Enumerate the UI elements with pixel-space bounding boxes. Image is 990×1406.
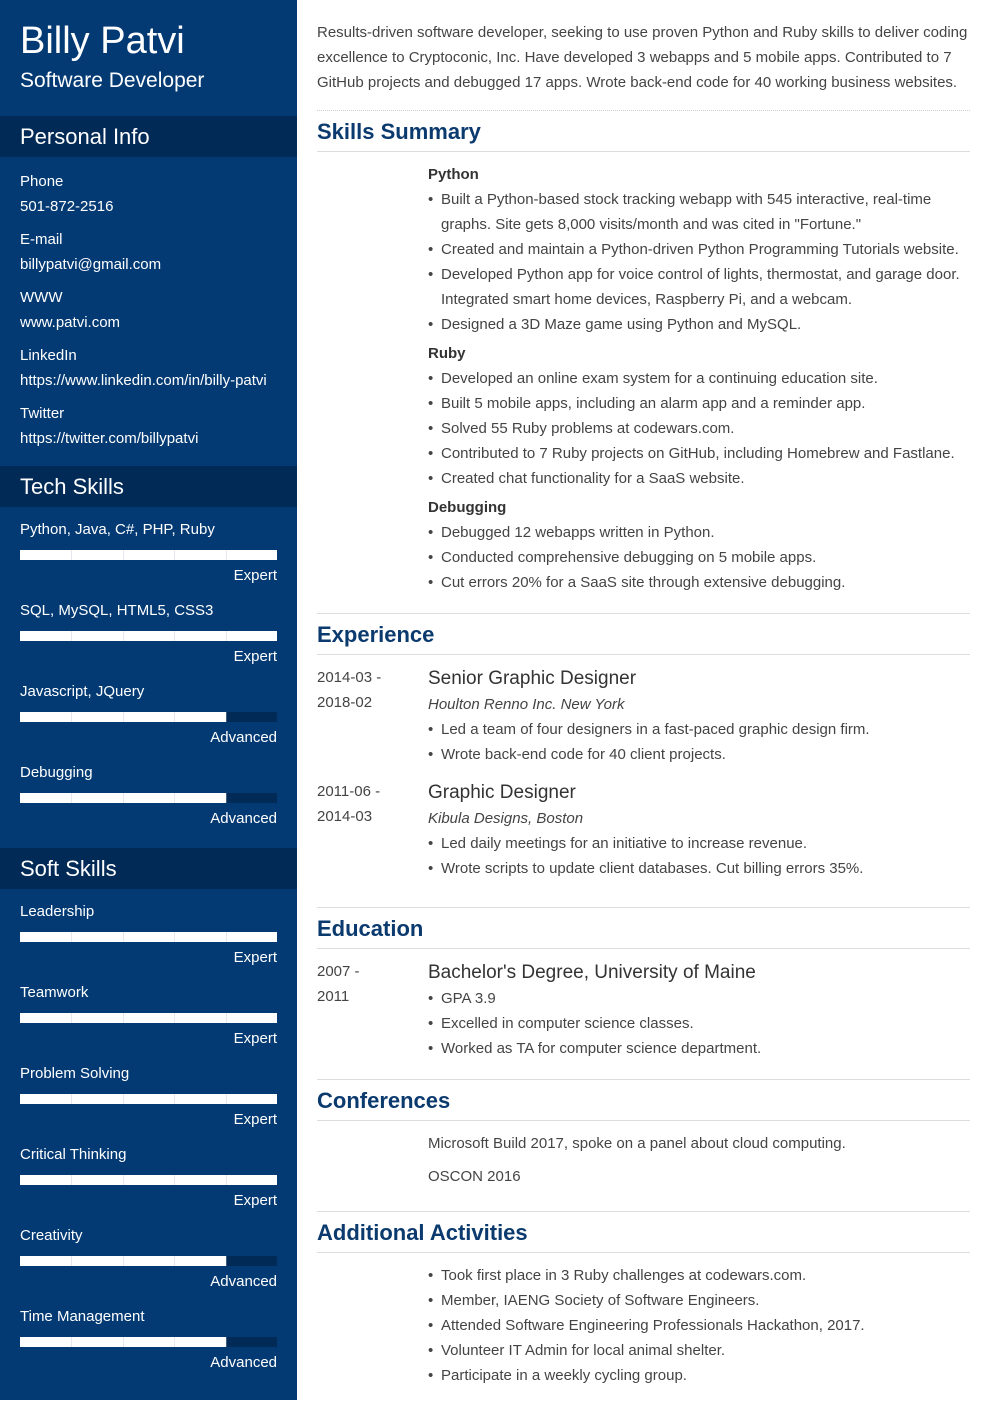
skill-bar-tick <box>174 1337 175 1347</box>
info-twitter <box>20 401 277 451</box>
skill-item <box>20 1306 277 1387</box>
bullet-item: • Led daily meetings for an initiative to increase revenue. <box>428 831 970 856</box>
degree-title: Bachelor's Degree, University of Maine <box>428 962 756 983</box>
skill-group-bullets <box>428 520 970 595</box>
bullet-item: • Participate in a weekly cycling group. <box>428 1363 970 1388</box>
bullet-item: • Volunteer IT Admin for local animal shelter. <box>428 1338 970 1363</box>
section-heading: Conferences <box>317 1080 970 1121</box>
bullet-item: • Led a team of four designers in a fast-paced graphic design firm. <box>428 717 970 742</box>
skill-bar-tick <box>123 1094 124 1104</box>
bullet-item: • Member, IAENG Society of Software Engineers. <box>428 1288 970 1313</box>
skill-item <box>20 1225 277 1306</box>
skill-bar-fill <box>20 932 277 942</box>
skills-summary-body <box>317 152 970 599</box>
job-entry <box>317 779 970 885</box>
skill-bar-tick <box>123 1175 124 1185</box>
skill-bar-fill <box>20 1094 277 1104</box>
bullet-item: • GPA 3.9 <box>428 986 970 1011</box>
skill-bar-tick <box>71 1013 72 1023</box>
skill-bar-tick <box>226 932 227 942</box>
skill-level: Advanced <box>210 1354 277 1371</box>
skill-item <box>20 982 277 1063</box>
skills-summary-section <box>317 111 970 614</box>
job-list <box>317 655 970 885</box>
skill-bar-fill <box>20 550 277 560</box>
date-start: 2014-03 - <box>317 669 382 686</box>
skill-bar-tick <box>226 1013 227 1023</box>
job-details <box>428 779 970 885</box>
job-title: Graphic Designer <box>428 782 576 803</box>
date-start: 2011-06 - <box>317 783 381 800</box>
activity-list <box>428 1263 970 1388</box>
skill-bar-tick <box>174 1013 175 1023</box>
spacer <box>317 1263 428 1392</box>
skill-bar-tick <box>123 1337 124 1347</box>
skill-group-title: Python <box>428 166 479 183</box>
skill-name: Debugging <box>20 764 93 781</box>
spacer <box>317 1131 428 1197</box>
education-bullets <box>428 986 970 1061</box>
skill-bar-tick <box>71 932 72 942</box>
main-content <box>317 0 970 1406</box>
skill-bar <box>20 1094 277 1104</box>
skill-name: Time Management <box>20 1308 145 1325</box>
section-heading: Additional Activities <box>317 1212 970 1253</box>
conferences-body <box>317 1121 970 1197</box>
skill-bar-tick <box>123 1256 124 1266</box>
skill-level: Advanced <box>210 729 277 746</box>
skill-name: Python, Java, C#, PHP, Ruby <box>20 521 215 538</box>
spacer <box>317 162 428 599</box>
skill-group-title: Ruby <box>428 345 466 362</box>
skill-bar-tick <box>71 1337 72 1347</box>
skill-group-bullets <box>428 187 970 337</box>
skill-bar-tick <box>123 793 124 803</box>
bullet-item: • Created and maintain a Python-driven Python Programming Tutorials website. <box>428 237 970 262</box>
skill-item <box>20 600 277 681</box>
info-phone <box>20 169 277 219</box>
bullet-item: • Cut errors 20% for a SaaS site through extensive debugging. <box>428 570 970 595</box>
bullet-item: • Attended Software Engineering Professionals Hackathon, 2017. <box>428 1313 970 1338</box>
bullet-item: • Wrote back-end code for 40 client projects. <box>428 742 970 767</box>
tech-skills-heading: Tech Skills <box>0 466 297 507</box>
skill-bar-tick <box>226 1175 227 1185</box>
skill-bar-fill <box>20 1175 277 1185</box>
skill-item <box>20 901 277 982</box>
skill-level: Advanced <box>210 1273 277 1290</box>
job-company: Kibula Designs, Boston <box>428 810 584 827</box>
personal-info-list <box>0 157 297 451</box>
skill-bar-fill <box>20 631 277 641</box>
skill-level: Advanced <box>210 810 277 827</box>
education-list <box>317 949 970 1065</box>
bullet-item: • Conducted comprehensive debugging on 5 mobile apps. <box>428 545 970 570</box>
skill-bar-tick <box>123 712 124 722</box>
bullet-item: • Built 5 mobile apps, including an alarm app and a reminder app. <box>428 391 970 416</box>
skill-bar-tick <box>226 1337 227 1347</box>
info-label: E-mail <box>20 231 63 248</box>
bullet-item: • Debugged 12 webapps written in Python. <box>428 520 970 545</box>
skill-name: Leadership <box>20 903 95 920</box>
skill-level: Expert <box>233 1111 277 1128</box>
skill-name: SQL, MySQL, HTML5, CSS3 <box>20 602 214 619</box>
skill-bar-tick <box>226 1256 227 1266</box>
date-end: 2011 <box>317 988 350 1005</box>
phone-value: 501-872-2516 <box>20 198 114 215</box>
skill-level: Expert <box>233 949 277 966</box>
info-label: Twitter <box>20 405 65 422</box>
skill-name: Creativity <box>20 1227 83 1244</box>
skill-bar-tick <box>71 631 72 641</box>
skill-bar-tick <box>123 932 124 942</box>
skill-bar-tick <box>174 550 175 560</box>
skill-bar-tick <box>174 631 175 641</box>
education-entry <box>317 959 970 1065</box>
skill-bar-tick <box>226 1094 227 1104</box>
bullet-item: • Contributed to 7 Ruby projects on GitHub, including Homebrew and Fastlane. <box>428 441 970 466</box>
skill-bar-tick <box>71 1256 72 1266</box>
job-bullets <box>428 717 970 767</box>
skill-bar-tick <box>71 1175 72 1185</box>
info-label: WWW <box>20 289 63 306</box>
skill-level: Expert <box>233 1030 277 1047</box>
skill-level: Expert <box>233 648 277 665</box>
section-heading: Experience <box>317 614 970 655</box>
info-email <box>20 227 277 277</box>
skill-bar-tick <box>123 631 124 641</box>
activities-body <box>317 1253 970 1392</box>
skill-bar-tick <box>174 932 175 942</box>
section-heading: Skills Summary <box>317 111 970 152</box>
skill-level: Expert <box>233 567 277 584</box>
skill-bar-tick <box>123 1013 124 1023</box>
job-details <box>428 665 970 771</box>
skill-bar-tick <box>71 793 72 803</box>
bullet-item: • Solved 55 Ruby problems at codewars.com. <box>428 416 970 441</box>
skill-name: Javascript, JQuery <box>20 683 145 700</box>
skill-bar-tick <box>174 1256 175 1266</box>
skill-bar-tick <box>71 1094 72 1104</box>
skill-bar-tick <box>226 631 227 641</box>
bullet-item: • Excelled in computer science classes. <box>428 1011 970 1036</box>
skill-bar <box>20 793 277 803</box>
conferences-section <box>317 1080 970 1212</box>
activities-section <box>317 1212 970 1406</box>
job-entry <box>317 665 970 771</box>
section-heading: Education <box>317 908 970 949</box>
bullet-item: • Took first place in 3 Ruby challenges at codewars.com. <box>428 1263 970 1288</box>
candidate-name: Billy Patvi <box>20 20 185 62</box>
personal-info-heading: Personal Info <box>0 116 297 157</box>
skill-bar <box>20 712 277 722</box>
sidebar <box>0 0 297 1400</box>
tech-skills-list <box>0 507 297 848</box>
skill-item <box>20 1144 277 1225</box>
conference-item: Microsoft Build 2017, spoke on a panel about cloud computing. <box>428 1135 846 1152</box>
skill-bar <box>20 550 277 560</box>
job-bullets <box>428 831 970 881</box>
skill-bar-tick <box>174 712 175 722</box>
experience-section <box>317 614 970 908</box>
date-start: 2007 - <box>317 963 360 980</box>
skill-item <box>20 519 277 600</box>
skill-item <box>20 1063 277 1144</box>
email-link[interactable]: billypatvi@gmail.com <box>20 256 162 273</box>
bullet-item: • Created chat functionality for a SaaS website. <box>428 466 970 491</box>
skill-bar-tick <box>174 793 175 803</box>
bullet-item: • Developed an online exam system for a continuing education site. <box>428 366 970 391</box>
skill-bar-tick <box>123 550 124 560</box>
skill-bar-tick <box>174 1094 175 1104</box>
bullet-item: • Wrote scripts to update client databases. Cut billing errors 35%. <box>428 856 970 881</box>
date-end: 2018-02 <box>317 694 373 711</box>
job-dates <box>317 779 428 885</box>
education-section <box>317 908 970 1080</box>
info-linkedin <box>20 343 277 393</box>
skill-bar-tick <box>226 793 227 803</box>
bullet-item: • Designed a 3D Maze game using Python and MySQL. <box>428 312 970 337</box>
skill-bar <box>20 1013 277 1023</box>
activities-column <box>428 1263 970 1392</box>
soft-skills-list <box>0 889 297 1392</box>
skill-name: Problem Solving <box>20 1065 130 1082</box>
job-title: Senior Graphic Designer <box>428 668 637 689</box>
job-dates <box>317 665 428 771</box>
skill-item <box>20 762 277 843</box>
skill-item <box>20 681 277 762</box>
skill-groups <box>428 162 970 599</box>
twitter-link[interactable]: https://twitter.com/billypatvi <box>20 430 199 447</box>
skill-group-bullets <box>428 366 970 491</box>
skill-group-title: Debugging <box>428 499 507 516</box>
skill-name: Teamwork <box>20 984 89 1001</box>
website-link[interactable]: www.patvi.com <box>20 314 121 331</box>
info-www <box>20 285 277 335</box>
info-label: Phone <box>20 173 64 190</box>
conference-list <box>428 1131 970 1197</box>
candidate-title: Software Developer <box>20 69 205 92</box>
job-company: Houlton Renno Inc. New York <box>428 696 625 713</box>
linkedin-link[interactable]: https://www.linkedin.com/in/billy-patvi <box>20 372 267 389</box>
skill-bar <box>20 1337 277 1347</box>
summary-text: Results-driven software developer, seeking to use proven Python and Ruby skills to deliver coding excellence to Cryptoconic, Inc. Have developed 3 webapps and 5 mobile apps. Contributed to 7 GitHub projects and debugged 17 apps. Wrote back-end code for 40 working business websites. <box>317 0 970 111</box>
bullet-item: • Built a Python-based stock tracking webapp with 545 interactive, real-time graphs. Site gets 8,000 visits/month and was cited in "Fortune." <box>428 187 970 237</box>
education-dates <box>317 959 428 1065</box>
skill-bar-tick <box>226 550 227 560</box>
skill-bar <box>20 932 277 942</box>
skill-bar-tick <box>226 712 227 722</box>
bullet-item: • Worked as TA for computer science department. <box>428 1036 970 1061</box>
education-details <box>428 959 970 1065</box>
bullet-item: • Developed Python app for voice control of lights, thermostat, and garage door. Integrated smart home devices, Raspberry Pi, and a webcam. <box>428 262 970 312</box>
skill-bar <box>20 1175 277 1185</box>
skill-name: Critical Thinking <box>20 1146 127 1163</box>
skill-bar-tick <box>174 1175 175 1185</box>
skill-bar-tick <box>71 712 72 722</box>
soft-skills-heading: Soft Skills <box>0 848 297 889</box>
skill-bar-fill <box>20 1013 277 1023</box>
info-label: LinkedIn <box>20 347 77 364</box>
skill-bar <box>20 631 277 641</box>
conference-item: OSCON 2016 <box>428 1168 521 1185</box>
skill-bar <box>20 1256 277 1266</box>
date-end: 2014-03 <box>317 808 373 825</box>
skill-bar-tick <box>71 550 72 560</box>
skill-level: Expert <box>233 1192 277 1209</box>
